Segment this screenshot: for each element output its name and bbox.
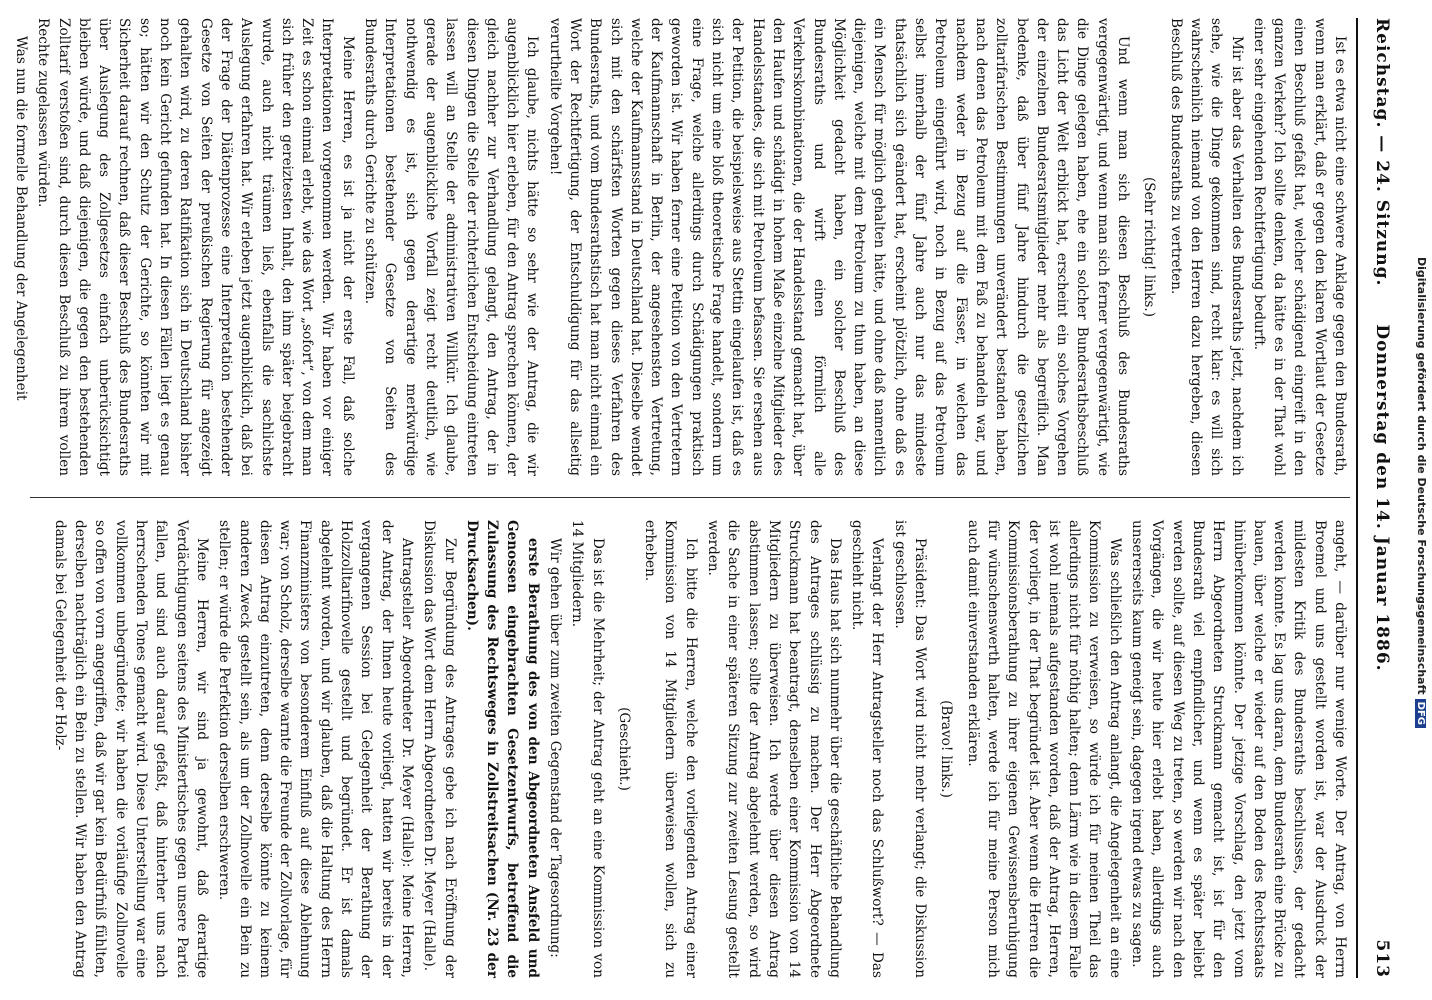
running-header	[1364, 18, 1392, 978]
paragraph: Wir gehen über zum zweiten Gegenstand der Tagesordnung:	[547, 538, 564, 958]
interjection: (Sehr richtig! links.)	[1141, 176, 1158, 318]
paragraph: Was schließlich den Antrag anlangt, die Angelegenheit an eine Kommission zu verweisen, so würde ich für meinen Theil das allerdings nicht für nöthig halten; denn Lärm wie in diesem Falle ist wohl niemals aufgestanden worden, daß der Antrag, Herren, der vorliegt, in der That begründet ist. Aber wenn die Herren die Kommissionsberathung zu ihrer eigenen Gewissensberuhigung für wünschenswerth halten, werde ich für meine Person mich auch damit einverstanden erklären.	[964, 520, 1123, 978]
paragraph: Ist es etwa nicht eine schwere Anklage gegen den Bundesrath, wenn man erklärt, daß er gegen den klaren Wortlaut der Gesetze einen Beschluß gefaßt hat, welcher schädigend eingreift in den ganzen Verkehr? Ich sollte denken, da hätte es in der That wohl einer sehr eingehenden Rechtfertigung bedurft.	[1250, 18, 1348, 476]
paragraph: angeht, — darüber nur wenige Worte. Der Antrag, von Herrn Broemel und uns gestellt worden ist, war der Ausdruck der mildesten Kritik des Bundesraths beschlusses, der gedacht werden konnte. Es lag uns daran, dem Bundesrath eine Brücke zu bauen, über welche er wieder auf den Boden des Rechtsstaats hinüberkommen könnte. Der jetzige Vorschlag, den jetzt vom Herrn Abgeordneten Struckmann gemacht ist, ist für den Bundesrath viel empfindlicher, und wenn es später beliebt werden sollte, auf diesen Weg zu treten, so werden wir nach den Vorgängen, die wir heute hier erlebt haben, allerdings auch unsererseits kaum geneigt sein, dagegen irgend etwas zu sagen.	[1129, 520, 1348, 978]
left-column	[13, 18, 1350, 476]
paragraph: Das Haus hat sich nunmehr über die geschäftliche Behandlung des Antrages schlüssig zu machen. Der Herr Abgeordnete Struckmann hat beantragt, denselben einer Kommission von 14 Mitgliedern zu überweisen. Ich werde über diesen Antrag abstimmen lassen; sollte der Antrag abgelehnt werden, so wird die Sache in einer späteren Sitzung zur zweiten Lesung gestellt werden.	[705, 520, 843, 978]
paragraph: Das ist die Mehrheit; der Antrag geht an eine Kommission von 14 Mitgliedern.	[569, 520, 606, 978]
paragraph: Und wenn man sich diesen Beschluß des Bundesraths vergegenwärtigt, und wenn man sich ferner vergegenwärtigt, wie die Dinge gelegen haben, ehe ein solcher Bundesrathsbeschluß das Licht der Welt erblickt hat, erscheint ein solches Vorgehen der einzelnen Bundesratsmitglieder mehr als begreiflich. Man bedenke, daß über fünf Jahre hindurch die gesetzlichen zolltarifarischen Bestimmungen unverändert bestanden haben, nach denen das Petroleum mit dem Faß zu behandeln war, und nachdem weder in Bezug auf die Fässer, in welchen das Petroleum eingeführt wird, noch in Bezug auf das Petroleum selbst innerhalb der fünf Jahre auch nur das mindeste thatsächlich sich geändert hat, erscheint plötzlich, ohne daß es ein Mensch für möglich gehalten hätte, und ohne daß namentlich diejenigen, welche mit dem Petroleum zu thun haben, an diese Möglichkeit gedacht haben, ein solcher Beschluß des Bundesraths und wirft einen förmlich alle Verkehrskombinationen, die der Handelsstand gemacht hat, über den Haufen und schädigt in hohem Maße einzelne Mitglieder des Handelsstandes, die sich mit Petroleum befassen. Sie ersehen aus der Petition, die beispielsweise aus Stettin eingelaufen ist, daß es sich nicht um eine bloß theoretische Frage handelt, sondern um eine Frage, welche allerdings durch Schädigungen praktisch geworden ist. Wir haben ferner eine Petition von den Vertretern der Kaufmannschaft in Berlin, der angesehensten Vertretung, welche der Kaufmannsstand in Deutschland hat. Dieselbe wendet sich mit den schärfsten Worten gegen dieses Verfahren des Bundesraths, und vom Bundesrathstisch hat man nicht einmal ein Wort der Rechtfertigung, der Entschuldigung für das allseitig verurtheilte Vorgehen!	[546, 18, 1132, 476]
paragraph: Ich bitte die Herren, welche den vorliegenden Antrag einer Kommission von 14 Mitgliedern überweisen wollen, sich zu erheben.	[642, 520, 699, 978]
paragraph: Meine Herren, es ist ja nicht der erste Fall, daß solche Interpretationen vorgenommen werden. Wir haben vor einiger Zeit es schon einmal erlebt, wie das Wort „sofort“, von dem man sich früher den gereiztesten Inhalt, den ihm später beigebracht wurde, auch nicht träumen ließ, ebenfalls die sachlichste Auslegung erfahren hat. Wir erleben jetzt augenblicklich, daß bei der Frage der Diätenprozesse eine Interpretation bestehender Gesetze von Seiten der preußischen Regierung für angezeigt gehalten wird, zu deren Ratifikation sich in Deutschland bisher noch kein Gericht gefunden hat. In diesen Fällen liegt es genau so; hätten wir den Schutz der Gerichte, so könnten wir mit Sicherheit darauf rechnen, daß dieser Beschluß des Bundesraths über Auslegung des Zollgesetzes einfach unberücksichtigt bleiben würde, und daß diejenigen, die gegen den bestehenden Zolltarif verstoßen sind, durch diesen Beschluß zu ihrem vollen Rechte zugelassen würden.	[35, 18, 356, 476]
paragraph: Mir ist aber das Verhalten des Bundesraths jetzt, nachdem ich sehe, wie die Dinge gekommen sind, recht klar: es will sich wahrscheinlich niemand von den Herren dazu hergeben, diesen Beschluß des Bundesraths zu vertreten.	[1167, 18, 1245, 476]
interjection: (Geschieht.)	[615, 707, 632, 791]
column-divider	[30, 497, 1350, 498]
header-left: Reichstag. — 24. Sitzung.	[1372, 18, 1392, 287]
paragraph: Zur Begründung des Antrages gebe ich nach Eröffnung der Diskussion das Wort dem Herrn Abgeordneten Dr. Meyer (Halle).	[421, 520, 458, 978]
paragraph: Präsident: Das Wort wird nicht mehr verlangt; die Diskussion ist geschlossen.	[891, 520, 929, 978]
stamp-text: Digitalisierung gefördert durch die Deutsche Forschungsgemeinschaft	[1415, 256, 1428, 695]
page-number: 513	[1372, 939, 1392, 978]
paragraph: Meine Herren, wir sind ja gewohnt, daß derartige Verdächtigungen seitens des Ministertisches gegen unsere Partei fallen, und sind auch darauf gefaßt, daß hinterher uns nach herrschenden Tones gemacht wird. Diese Unterstellung war eine vollkommen unbegründete; wir haben die vorläufige Zollnovelle so offen von vorn angegriffen, daß wir gar kein Bedürfniß fühlten, derselben nachträglich ein Bein zu stellen. Wir haben den Antrag damals bei Gelegenheit der Holz-	[51, 520, 210, 978]
dfg-logo: DFG	[1415, 699, 1426, 728]
interjection: (Bravo! links.)	[938, 700, 955, 798]
paragraph: Was nun die formelle Behandlung der Angelegenheit	[13, 36, 29, 401]
header-date: Donnerstag den 14. Januar 1886.	[1372, 324, 1392, 672]
right-column	[20, 520, 1350, 978]
agenda-item: erste Berathung des von den Abgeordneten Ansfeld und Genossen eingebrachten Gesetzentwurfs, betreffend die Zulassung des Rechtsweges in Zollstreitsachen (Nr. 23 der Drucksachen).	[463, 520, 541, 978]
paragraph: Ich glaube, nichts hätte so sehr wie der Antrag, die wir augenblicklich hier erleben, für den Antrag sprechen können, der gleich nachher zur Verhandlung gelangt, den Antrag, der in diesen Dingen die Stelle der richterlichen Entscheidung eintreten lassen will an Stelle der administrativen Willkür. Ich glaube, gerade der augenblickliche Vorfall zeigt recht deutlich, wie nothwendig es ist, sich gegen derartige merkwürdige Interpretationen bestehender Gesetze von Seiten des Bundesraths durch Gerichte zu schützen.	[362, 18, 541, 476]
paragraph: Verlangt der Herr Antragsteller noch das Schlußwort? — Das geschieht nicht.	[849, 520, 886, 978]
digitization-stamp	[1406, 8, 1428, 728]
header-rule	[1356, 18, 1358, 978]
paragraph: Antragsteller Abgeordneter Dr. Meyer (Halle): Meine Herren, der Antrag, der Ihnen heute vorliegt, hatten wir bereits in der vergangenen Session bei Gelegenheit der Berathung der Holzzolltarifnovelle gestellt und begründet. Er ist damals abgelehnt worden, und wir glauben, daß die Haltung des Herrn Finanzministers von besonderem Einfluß auf diese Ablehnung war; von Scholz, derselbe warnte die Freunde der Zollvorlage, für diesen Antrag einzutreten, denn derselbe könnte zu keinem anderen Zweck gestellt sein, als um der Zollnovelle ein Bein zu stellen; er würde die Perfektion derselben erschweren.	[216, 520, 415, 978]
